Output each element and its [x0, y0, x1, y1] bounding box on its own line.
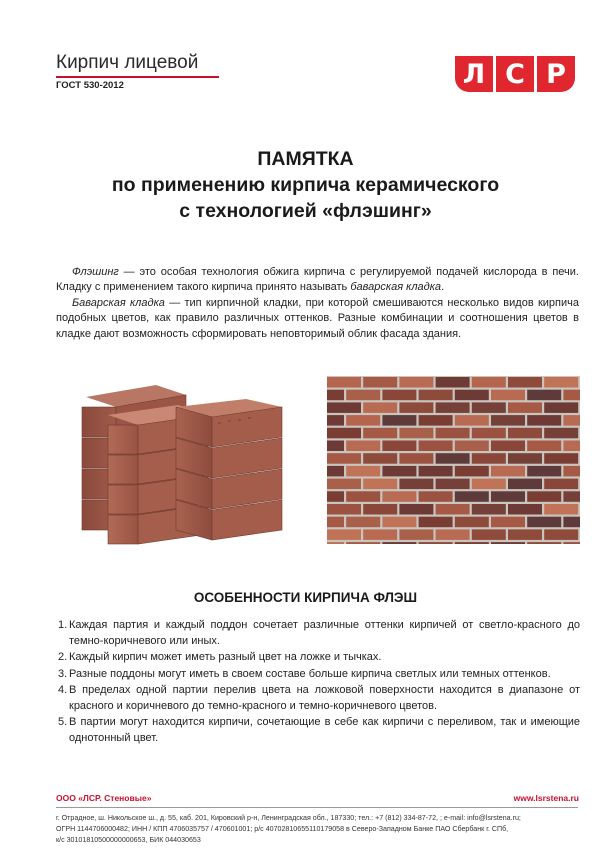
list-text: В партии могут находится кирпичи, сочетающие в себе как кирпичи с переливом, так и имеющие однотонный цвет.	[69, 716, 580, 744]
logo-letter: Р	[537, 56, 575, 92]
list-item	[58, 667, 580, 683]
list-text: Каждая партия и каждый поддон сочетает различные оттенки кирпичей от светло-красного до темно-коричневого или иных.	[69, 619, 580, 647]
footer-divider	[56, 807, 578, 808]
title-line-1: ПАМЯТКА	[257, 148, 354, 170]
list-number: 3.	[58, 667, 68, 680]
list-text: В пределах одной партии перелив цвета на ложковой поверхности находится в диапазоне от красного и коричневого до темно-красного и темно-коричневого цветов.	[69, 684, 580, 712]
bank-line: к/с 30101810500000000653, БИК 044030653	[56, 836, 201, 844]
intro-text-1: — это особая технология обжига кирпича с регулируемой подачей кислорода в печи. Кладку с применением такого кирпича принято называть	[56, 266, 579, 294]
website-link[interactable]: www.lsrstena.ru	[513, 793, 579, 803]
lsr-logo	[455, 56, 575, 92]
features-list	[58, 618, 580, 747]
page-title	[0, 146, 611, 224]
list-text: Каждый кирпич может иметь разный цвет на ложке и тычках.	[69, 651, 382, 663]
list-number: 1.	[58, 619, 68, 631]
list-item	[58, 618, 580, 649]
intro-paragraph-flashing	[56, 265, 579, 296]
features-heading: ОСОБЕННОСТИ КИРПИЧА ФЛЭШ	[193, 590, 418, 605]
title-line-3: с технологией «флэшинг»	[179, 200, 432, 222]
registration-line: ОГРН 1144706000482; ИНН / КПП 4706035757 / 470601001; р/с 40702810655110179058 в Северо-Западном Банке ПАО Сбербанк г. СПб,	[56, 825, 509, 833]
company-name: ООО «ЛСР. Стеновые»	[56, 793, 152, 803]
intro-paragraph-bavarian	[56, 296, 579, 342]
company-details	[56, 813, 581, 846]
address-line: г. Отрадное, ш. Никольское ш., д. 55, каб. 201, Кировский р-н, Ленинградская обл., 187330; тел.: +7 (812) 334-87-72, ; e-mail: info@lsrstena.ru;	[56, 814, 521, 822]
list-item	[58, 650, 580, 666]
logo-letter: С	[496, 56, 534, 92]
brick-wall-photo	[327, 376, 580, 544]
intro-text-1-end: .	[441, 281, 445, 294]
intro-text	[56, 265, 579, 342]
term-flashing: Флэшинг	[72, 266, 119, 278]
list-item	[58, 683, 580, 714]
intro-text-2: — тип кирпичной кладки, при которой смешиваются несколько видов кирпича подобных цветов, как правило различных оттенков. Разные комбинации и соотношения цветов в кладке дают возможность сформировать неповторимый облик фасада здания.	[56, 296, 579, 340]
term-bavarian: баварская кладка	[350, 281, 442, 294]
header-underline	[56, 76, 219, 78]
stacked-bricks-photo	[56, 377, 304, 547]
document-category: Кирпич лицевой	[56, 52, 199, 73]
list-number: 2.	[58, 651, 68, 663]
term-bavarian-def: Баварская кладка	[72, 296, 165, 309]
list-number: 4.	[58, 684, 68, 696]
list-item	[58, 715, 580, 746]
logo-letter: Л	[455, 56, 493, 92]
title-line-2: по применению кирпича керамического	[111, 174, 500, 196]
list-text: Разные поддоны могут иметь в своем составе больше кирпича светлых или темных оттенков.	[69, 667, 551, 680]
list-number: 5.	[58, 716, 68, 728]
standard-code: ГОСТ 530-2012	[56, 80, 124, 91]
